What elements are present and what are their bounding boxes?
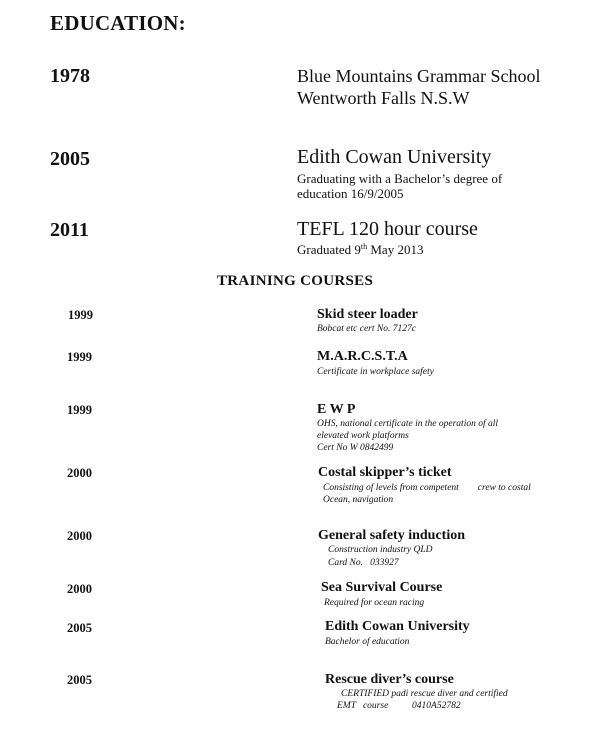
training-year: 2005 (67, 673, 92, 687)
training-detail: Card No. 033927 (328, 558, 399, 568)
education-university-detail-1: Graduating with a Bachelor’s degree of (297, 171, 503, 186)
training-title: General safety induction (318, 528, 465, 543)
training-title: Sea Survival Course (321, 580, 443, 595)
training-year: 1999 (68, 308, 93, 322)
education-heading: EDUCATION: (50, 11, 186, 35)
training-title: M.A.R.C.S.T.A (317, 349, 408, 364)
education-university-detail-2: education 16/9/2005 (297, 186, 404, 201)
training-title: Costal skipper’s ticket (318, 465, 452, 480)
training-detail: Bachelor of education (325, 637, 410, 647)
education-school-location: Wentworth Falls N.S.W (297, 88, 470, 108)
education-tefl-detail: Graduated 9th May 2013 (297, 242, 424, 257)
training-detail: Required for ocean racing (324, 598, 425, 608)
training-year: 2000 (67, 529, 92, 543)
education-tefl-title: TEFL 120 hour course (297, 218, 478, 240)
training-year: 1999 (67, 403, 92, 417)
training-detail: OHS, national certificate in the operation of all (317, 419, 499, 429)
training-title: E W P (317, 402, 356, 417)
training-detail: EMT course 0410A52782 (337, 701, 461, 711)
training-detail: Construction industry QLD (328, 545, 433, 555)
training-detail: CERTIFIED padi rescue diver and certified (341, 689, 508, 699)
education-university-title: Edith Cowan University (297, 146, 492, 168)
training-year: 2000 (67, 582, 92, 596)
education-year-2005: 2005 (50, 148, 90, 170)
training-title: Skid steer loader (317, 307, 418, 322)
training-year: 1999 (67, 350, 92, 364)
training-year: 2005 (67, 621, 92, 635)
education-year-1978: 1978 (50, 65, 90, 87)
education-school-name: Blue Mountains Grammar School (297, 66, 541, 86)
training-detail: Cert No W 0842499 (317, 443, 394, 453)
training-detail: Bobcat etc cert No. 7127c (317, 324, 416, 334)
training-detail: Consisting of levels from competent crew to costal (323, 483, 531, 493)
training-year: 2000 (67, 466, 92, 480)
education-year-2011: 2011 (50, 219, 89, 241)
training-detail: Ocean, navigation (323, 495, 394, 505)
training-heading: TRAINING COURSES (217, 273, 374, 289)
training-title: Rescue diver’s course (325, 672, 454, 687)
training-detail: elevated work platforms (317, 431, 409, 441)
training-detail: Certificate in workplace safety (317, 367, 434, 377)
training-title: Edith Cowan University (325, 619, 470, 634)
